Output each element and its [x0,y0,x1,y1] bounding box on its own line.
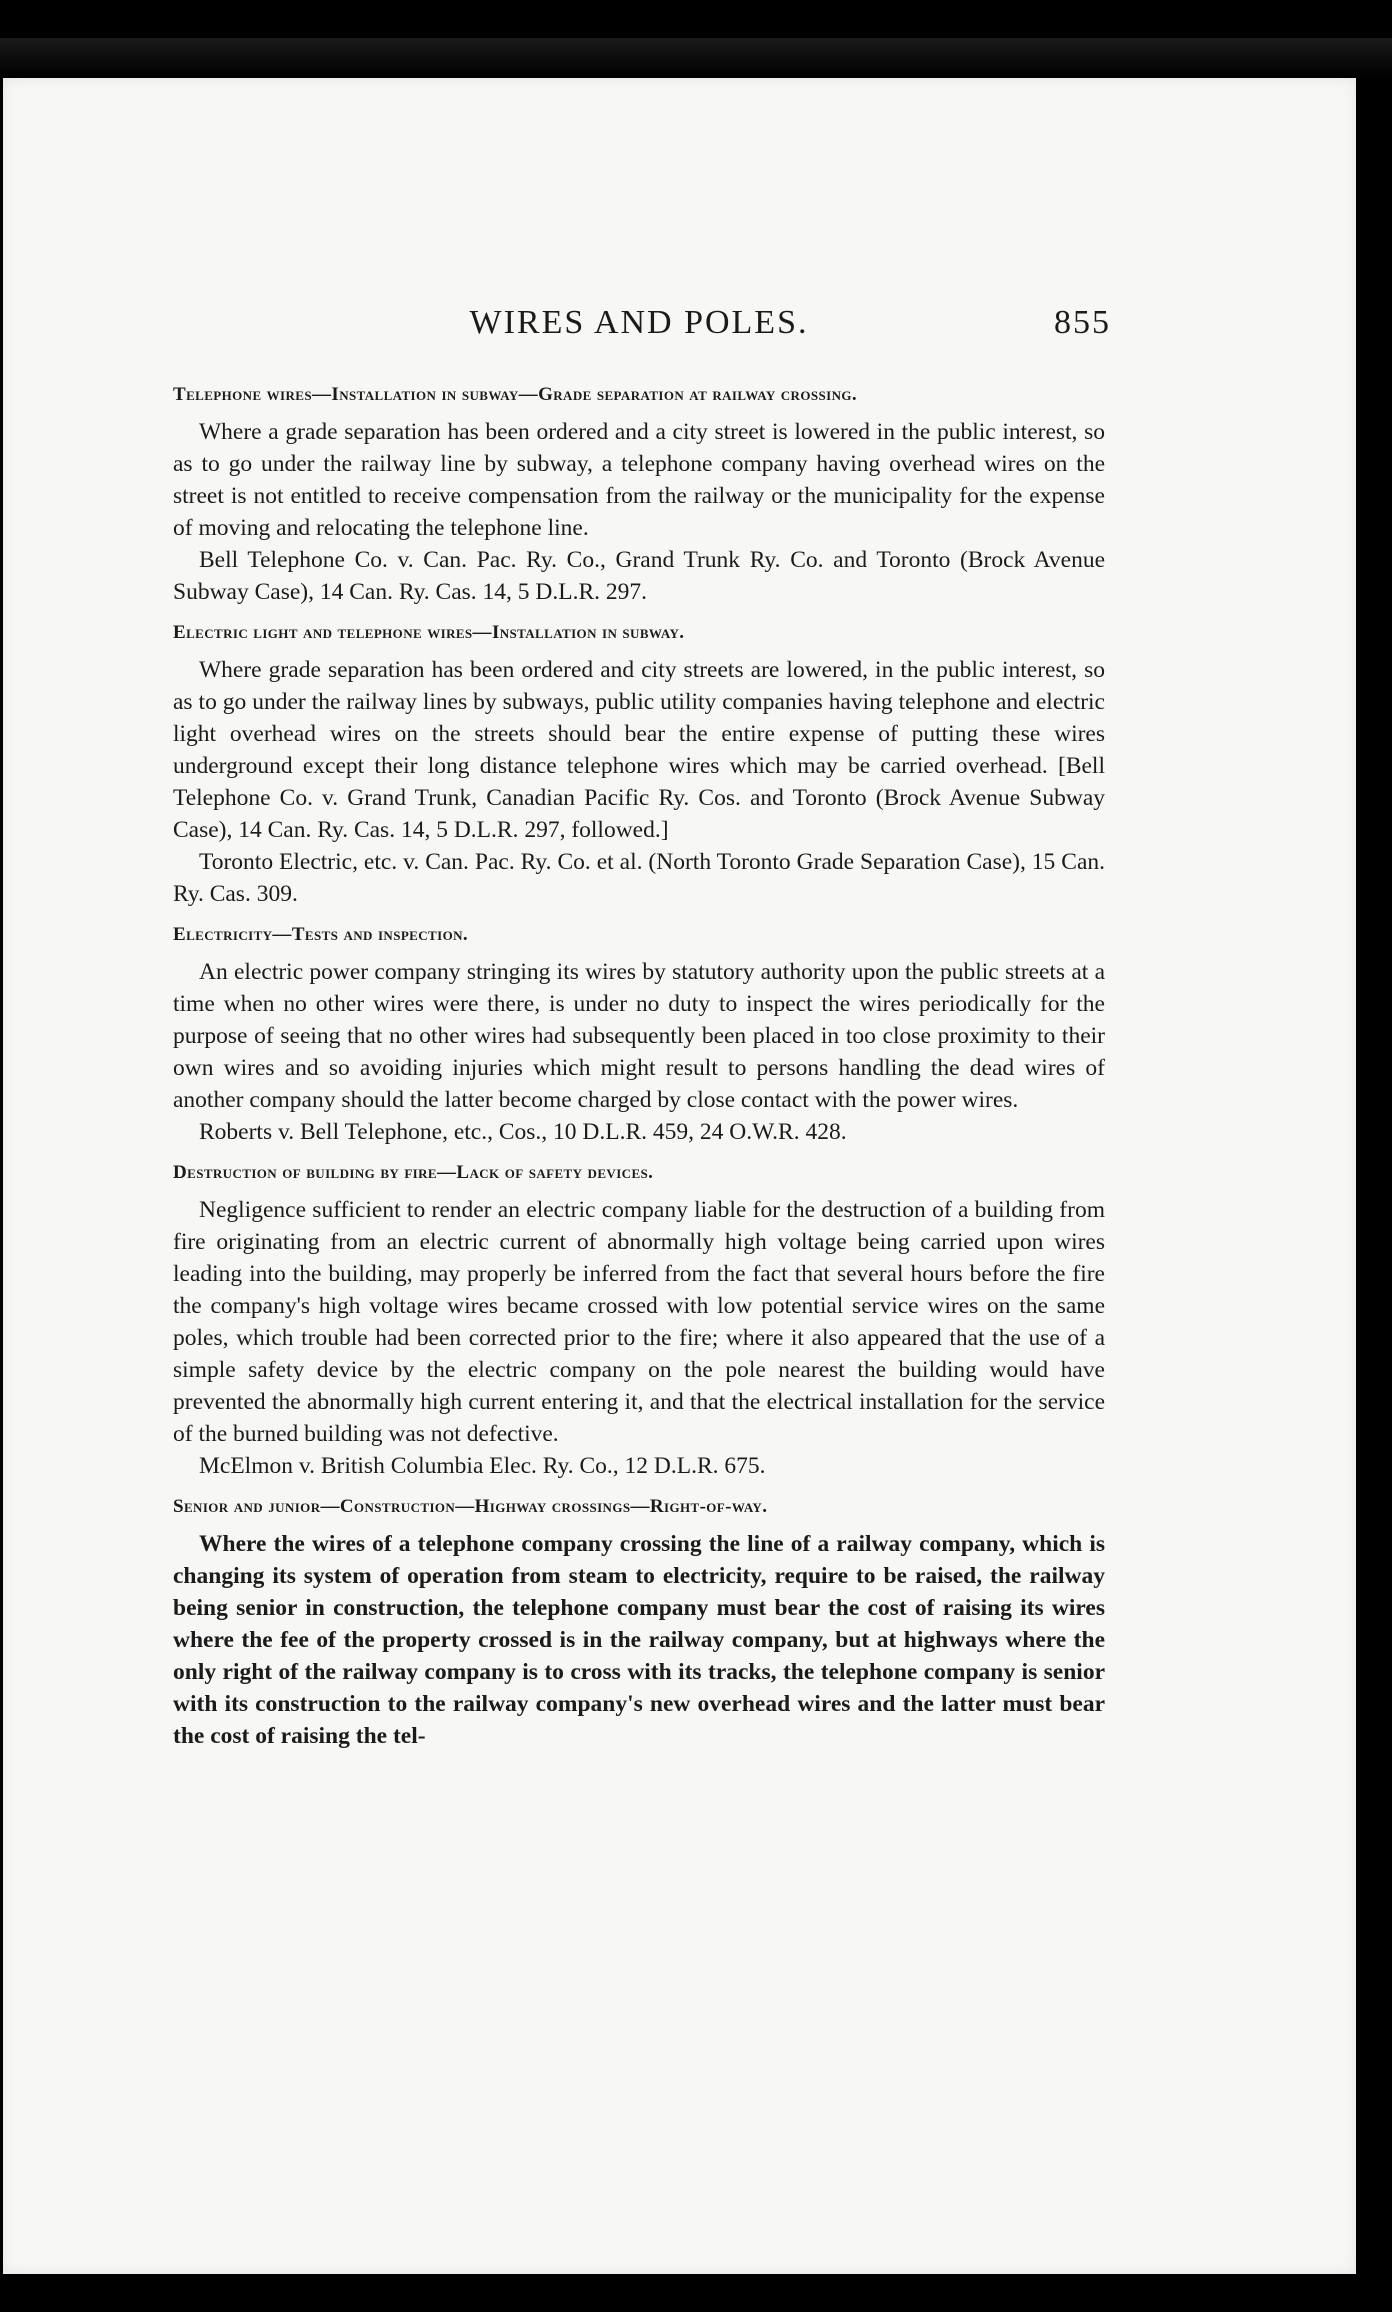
entry-citation: Bell Telephone Co. v. Can. Pac. Ry. Co., Grand Trunk Ry. Co. and Toronto (Brock Avenue Subway Case), 14 Can. Ry. Cas. 14, 5 D.L.R. 297. [173,547,1105,605]
book-page [3,78,1356,2274]
scan-border [0,38,1392,78]
page-content [173,304,1111,1764]
running-title: WIRES AND POLES. [469,304,809,341]
entry-paragraph: Negligence sufficient to render an electric company liable for the destruction of a building from fire originating from an electric current of abnormally high voltage being carried upon wires leading into the building, may properly be inferred from the fact that several hours before the fire the company's high voltage wires became crossed with low potential service wires on the same poles, which trouble had been corrected prior to the fire; where it also appeared that the use of a simple safety device by the electric company on the pole nearest the building would have prevented the abnormally high current entering it, and that the electrical installation for the service of the burned building was not defective. [173,1197,1105,1447]
entry-senior-junior [173,1494,1105,1752]
page-header [173,304,1111,354]
entry-paragraph: Where the wires of a telephone company crossing the line of a railway company, which is changing its system of operation from steam to electricity, require to be raised, the railway being senior in construction, the telephone company must bear the cost of raising its wires where the fee of the property crossed is in the railway company, but at highways where the only right of the railway company is to cross with its tracks, the telephone company is senior with its construction to the railway company's new overhead wires and the latter must bear the cost of raising the tel- [173,1531,1105,1749]
entry-electricity-inspection [173,922,1105,1148]
entry-heading: Senior and junior—Construction—Highway crossings—Right-of-way. [173,1496,768,1517]
page-number: 855 [1054,304,1111,341]
entry-citation: Toronto Electric, etc. v. Can. Pac. Ry. Co. et al. (North Toronto Grade Separation Case), 15 Can. Ry. Cas. 309. [173,849,1105,907]
entry-heading: Telephone wires—Installation in subway—Grade separation at railway crossing. [173,384,858,405]
entry-citation: Roberts v. Bell Telephone, etc., Cos., 10 D.L.R. 459, 24 O.W.R. 428. [199,1119,847,1145]
entry-building-fire [173,1160,1105,1482]
entry-paragraph: Where a grade separation has been ordered and a city street is lowered in the public interest, so as to go under the railway line by subway, a telephone company having overhead wires on the street is not entitled to receive compensation from the railway or the municipality for the expense of moving and relocating the telephone line. [173,419,1105,541]
entry-paragraph: Where grade separation has been ordered and city streets are lowered, in the public interest, so as to go under the railway lines by subways, public utility companies having telephone and electric light overhead wires on the streets should bear the entire expense of putting these wires underground except their long distance telephone wires which may be carried overhead. [Bell Telephone Co. v. Grand Trunk, Canadian Pacific Ry. Cos. and Toronto (Brock Avenue Subway Case), 14 Can. Ry. Cas. 14, 5 D.L.R. 297, followed.] [173,657,1105,843]
entry-telephone-wires-subway [173,382,1105,608]
entry-heading: Destruction of building by fire—Lack of safety devices. [173,1162,654,1183]
entry-citation: McElmon v. British Columbia Elec. Ry. Co., 12 D.L.R. 675. [199,1453,766,1479]
entry-heading: Electricity—Tests and inspection. [173,924,469,945]
entry-heading: Electric light and telephone wires—Installation in subway. [173,622,685,643]
entry-electric-light-subway [173,620,1105,910]
entry-paragraph: An electric power company stringing its wires by statutory authority upon the public streets at a time when no other wires were there, is under no duty to inspect the wires periodically for the purpose of seeing that no other wires had subsequently been placed in too close proximity to their own wires and so avoiding injuries which might result to persons handling the dead wires of another company should the latter become charged by close contact with the power wires. [173,959,1105,1113]
